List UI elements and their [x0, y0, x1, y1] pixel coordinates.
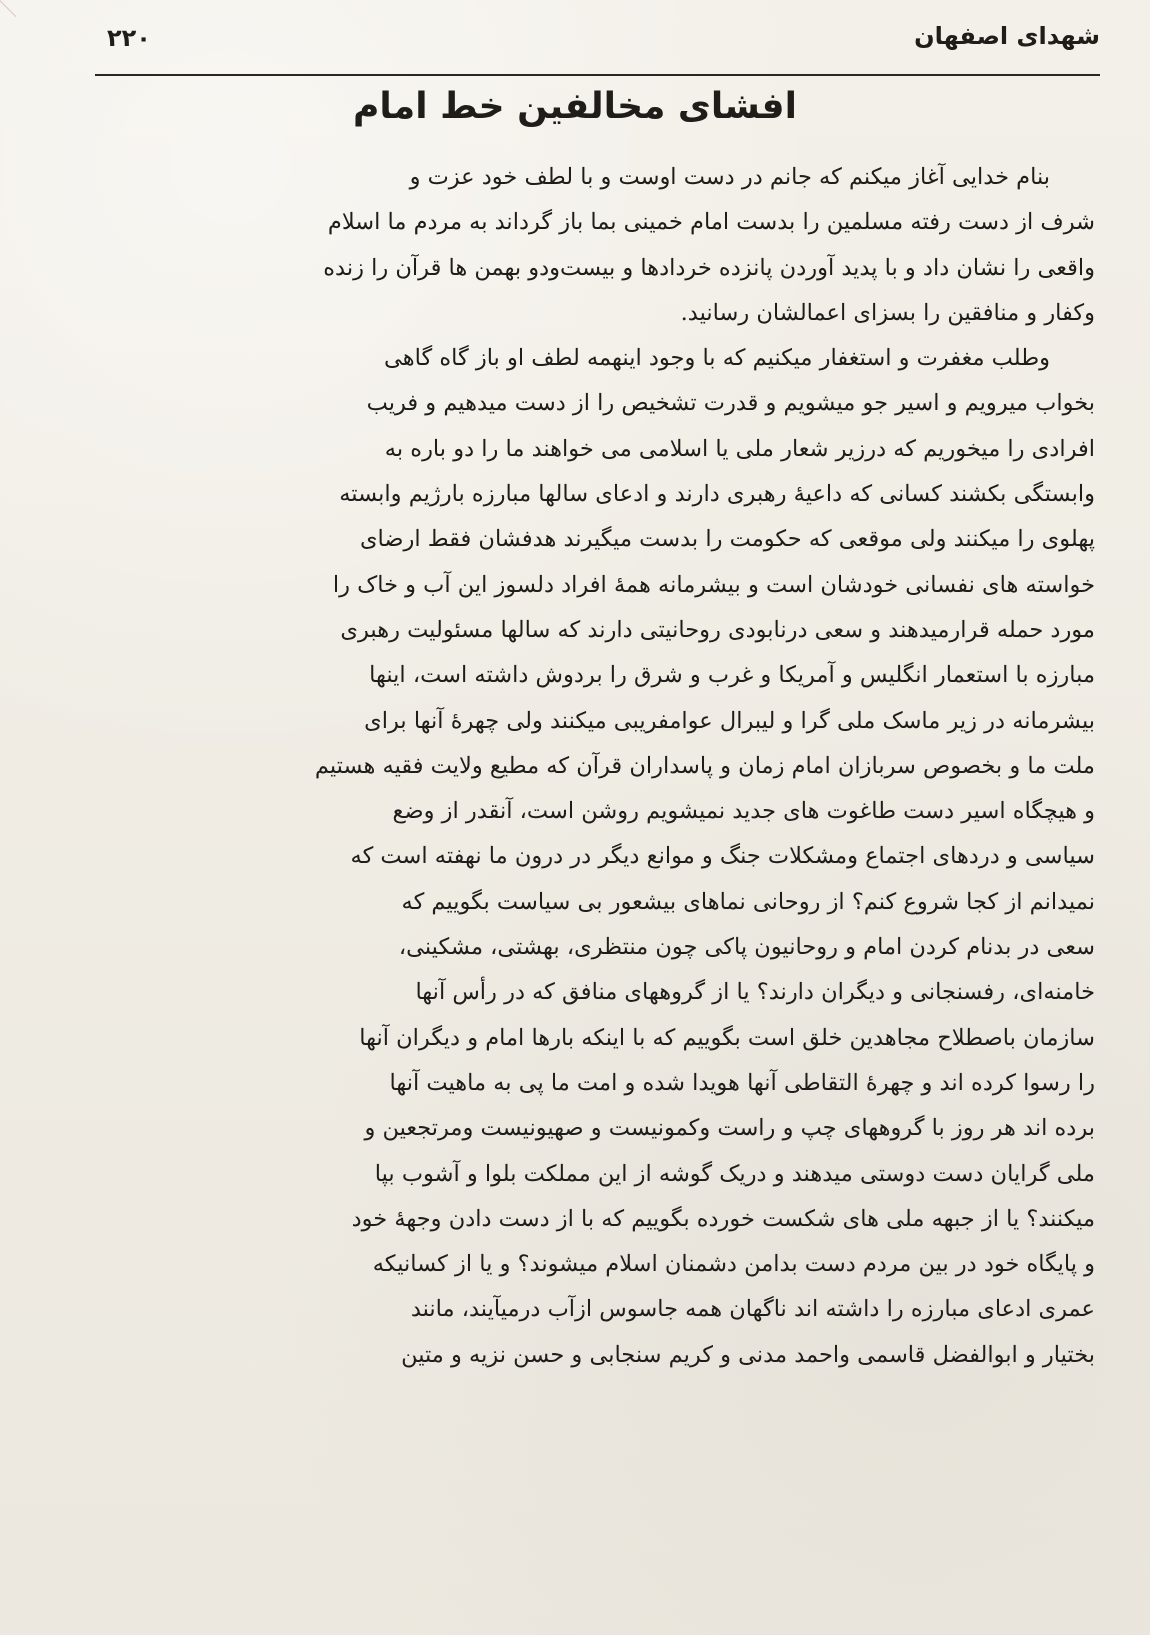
body-line-22: برده اند هر روز با گروههای چپ و راست وکمونیست و صهیونیست ومرتجعین و: [364, 1115, 1095, 1142]
body-line-11: مورد حمله قرارمیدهند و سعی درنابودی روحانیتی دارند که سالها مسئولیت رهبری: [340, 616, 1095, 643]
body-line-12: مبارزه با استعمار انگلیس و آمریکا و غرب و شرق را بردوش داشته است، اینها: [369, 662, 1095, 689]
body-line-27: بختیار و ابوالفضل قاسمی واحمد مدنی و کریم سنجابی و حسن نزیه و متین: [401, 1341, 1095, 1368]
body-line-20: سازمان باصطلاح مجاهدین خلق است بگوییم که با اینکه بارها امام و دیگران آنها: [359, 1024, 1095, 1051]
body-line-8: وابستگی بکشند کسانی که داعیۀ رهبری دارند و ادعای سالها مبارزه بارژیم وابسته: [339, 481, 1095, 508]
body-line-18: سعی در بدنام کردن امام و روحانیون پاکی چون منتظری، بهشتی، مشکینی،: [398, 934, 1095, 961]
body-line-23: ملی گرایان دست دوستی میدهند و دریک گوشه از این مملکت بلوا و آشوب بپا: [374, 1160, 1095, 1187]
page-corner-mark: [0, 0, 16, 45]
body-line-10: خواسته های نفسانی خودشان است و بیشرمانه همۀ افراد دلسوز این آب و خاک را: [332, 571, 1095, 598]
page-number: ۲۲۰: [107, 24, 151, 52]
body-line-1: بنام خدایی آغاز میکنم که جانم در دست اوست و با لطف خود عزت و: [409, 164, 1050, 190]
body-line-15: و هیچگاه اسیر دست طاغوت های جدید نمیشویم روشن است، آنقدر از وضع: [392, 798, 1095, 825]
body-text: [115, 155, 1095, 1378]
page-title: افشای مخالفین خط امام: [353, 86, 797, 127]
body-line-21: را رسوا کرده اند و چهرۀ التقاطی آنها هویدا شده و امت ما پی به ماهیت آنها: [389, 1069, 1095, 1096]
body-line-19: خامنه‌ای، رفسنجانی و دیگران دارند؟ یا از گروههای منافق که در رأس آنها: [415, 979, 1095, 1006]
body-line-17: نمیدانم از کجا شروع کنم؟ از روحانی نماهای بیشعور بی سیاست بگوییم که: [401, 888, 1095, 915]
body-line-3: واقعی را نشان داد و با پدید آوردن پانزده خردادها و بیست‌ودو بهمن ها قرآن را زنده: [323, 254, 1095, 281]
body-line-25: و پایگاه خود در بین مردم دست بدامن دشمنان اسلام میشوند؟ و یا از کسانیکه: [372, 1251, 1095, 1278]
body-line-7: افرادی را میخوریم که درزیر شعار ملی یا اسلامی می خواهند ما را دو باره به: [384, 435, 1095, 462]
body-line-9: پهلوی را میکنند ولی موقعی که حکومت را بدست میگیرند هدفشان فقط ارضای: [359, 526, 1095, 553]
body-line-26: عمری ادعای مبارزه را داشته اند ناگهان همه جاسوس ازآب درمیآیند، مانند: [410, 1296, 1095, 1323]
body-line-16: سیاسی و دردهای اجتماع ومشکلات جنگ و موانع دیگر در درون ما نهفته است که: [350, 843, 1095, 870]
body-line-4: وکفار و منافقین را بسزای اعمالشان رسانید.: [680, 299, 1095, 326]
body-line-6: بخواب میرویم و اسیر جو میشویم و قدرت تشخیص را از دست میدهیم و فریب: [366, 390, 1095, 417]
body-line-14: ملت ما و بخصوص سربازان امام زمان و پاسداران قرآن که مطیع ولایت فقیه هستیم: [314, 752, 1095, 779]
page-header: [95, 16, 1100, 76]
running-header-title: شهدای اصفهان: [914, 22, 1100, 50]
body-line-5: وطلب مغفرت و استغفار میکنیم که با وجود اینهمه لطف او باز گاه گاهی: [383, 345, 1050, 372]
body-line-24: میکنند؟ یا از جبهه ملی های شکست خورده بگوییم که با از دست دادن وجهۀ خود: [351, 1205, 1095, 1232]
body-line-2: شرف از دست رفته مسلمین را بدست امام خمینی بما باز گرداند به مردم ما اسلام: [327, 209, 1095, 236]
body-line-13: بیشرمانه در زیر ماسک ملی گرا و لیبرال عوامفریبی میکنند ولی چهرۀ آنها برای: [364, 707, 1095, 734]
